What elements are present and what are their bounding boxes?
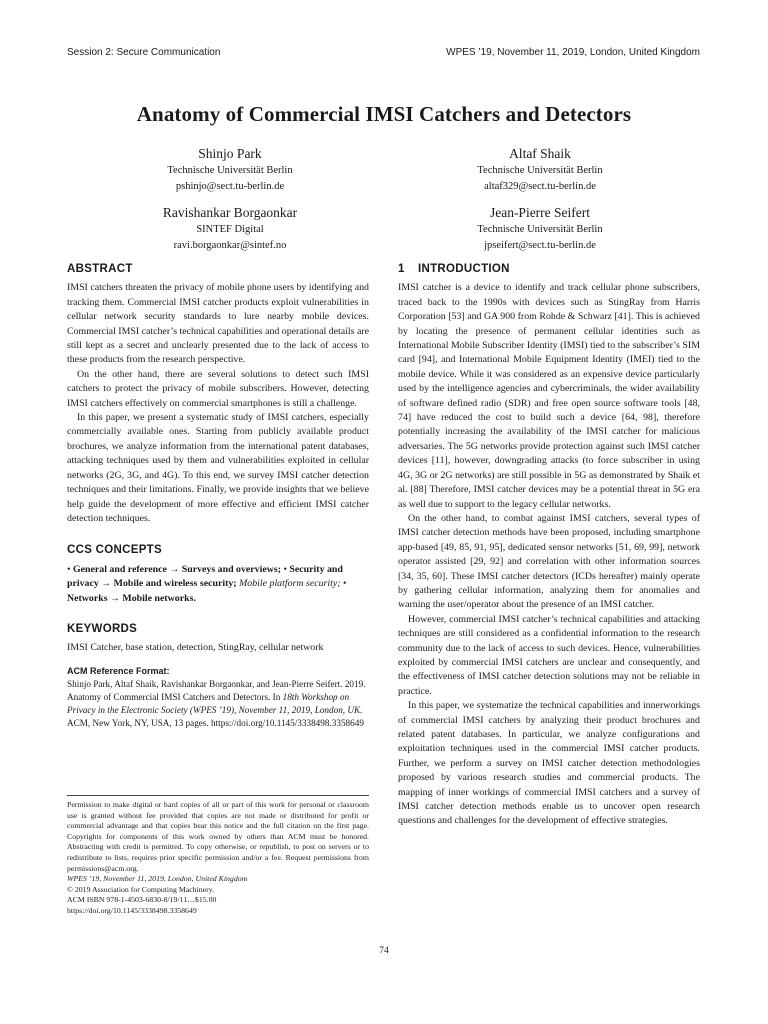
acm-reference-heading: ACM Reference Format: <box>67 665 170 676</box>
author-block <box>80 203 380 253</box>
reference-text: ACM, New York, NY, USA, 13 pages. https://doi.org/10.1145/3338498.3358649 <box>67 718 364 729</box>
author-affiliation: Technische Universität Berlin <box>477 165 603 176</box>
ccs-concepts: • General and reference → Surveys and overviews; • Security and privacy → Mobile and wireless security; Mobile platform security; • Networks → Mobile networks. <box>67 563 347 604</box>
running-header-left: Session 2: Secure Communication <box>67 47 221 58</box>
author-name: Jean-Pierre Seifert <box>489 205 591 220</box>
abstract-paragraph: In this paper, we present a systematic study of IMSI catchers, especially commercially available ones. Starting from publicly available product brochures, we analyze information from the international patent databases, attacking techniques used by them and vulnerabilities exploited in cellular networks (2G, 3G, and 4G). To this end, we survey IMSI catcher detection techniques and their limitations. Finally, we provide insights that we believe help guide the development of more effective and efficient IMSI catcher detection techniques. <box>67 412 369 524</box>
author-email: pshinjo@sect.tu-berlin.de <box>175 180 285 192</box>
abstract-paragraph: On the other hand, there are several solutions to detect such IMSI catchers to protect the privacy of mobile subscribers. However, detecting IMSI catchers effectively on commercial smartphones is still a challenge. <box>67 368 369 409</box>
introduction-heading <box>398 262 700 276</box>
reference-venue: 18th Workshop on Privacy in the Electronic Society (WPES ’19), November 11, 2019, London, UK. <box>67 692 363 716</box>
keywords-text: IMSI Catcher, base station, detection, StingRay, cellular network <box>67 642 324 654</box>
author-block <box>80 144 380 194</box>
intro-paragraph: On the other hand, to combat against IMSI catchers, several types of IMSI catcher detection methods have been proposed, including smartphone app-based [49, 85, 91, 95], dedicated sensor networks [51, 69, 99], network operator assisted [29, 92] and correlation with other information sources [34, 35, 60]. These IMSI catcher detectors (ICDs hereafter) mainly operate by gathering cellular information, analyzing them for anomalies and warning the user/operator about the presence of an IMSI catcher. <box>398 512 700 611</box>
permission-doi: https://doi.org/10.1145/3338498.3358649 <box>67 905 197 915</box>
footnote-rule <box>67 795 369 796</box>
permission-venue: WPES ’19, November 11, 2019, London, United Kingdom <box>67 874 248 884</box>
ccs-concept: Mobile platform security; <box>239 578 341 590</box>
ccs-concept: Networks → Mobile networks. <box>67 592 196 604</box>
author-affiliation: Technische Universität Berlin <box>167 165 293 176</box>
intro-paragraph: However, commercial IMSI catcher’s technical capabilities and attacking techniques are still considered as a confidential information to the research community due to the lack of access to such devices. Hence, vulnerabilities exploited by commercial IMSI catchers are unclear and consequently, and the effectiveness of IMSI catcher detection solutions may not be reliable in practice. <box>398 613 700 697</box>
ccs-heading: CCS CONCEPTS <box>67 544 162 557</box>
permission-copyright: © 2019 Association for Computing Machinery. <box>67 884 215 894</box>
author-block <box>390 203 690 253</box>
section-number: 1 <box>398 263 405 275</box>
keywords-heading: KEYWORDS <box>67 622 138 635</box>
ccs-concept: Security and privacy → Mobile and wireless security; <box>67 563 343 590</box>
page-number: 74 <box>379 946 389 956</box>
author-email: altaf329@sect.tu-berlin.de <box>484 180 596 192</box>
left-column <box>67 262 369 730</box>
abstract-heading: ABSTRACT <box>67 263 133 275</box>
reference-text: Shinjo Park, Altaf Shaik, Ravishankar Borgaonkar, and Jean-Pierre Seifert. 2019. Anatomy of Commercial IMSI Catchers and Detectors. In <box>67 679 366 703</box>
permission-text: Permission to make digital or hard copies of all or part of this work for personal or classroom use is granted without fee provided that copies are not made or distributed for profit or commercial advantage and that copies bear this notice and the full citation on the first page. Copyrights for components of this work owned by others than ACM must be honored. Abstracting with credit is permitted. To copy otherwise, or republish, to post on servers or to redistribute to lists, requires prior specific permission and/or a fee. Request permissions from permissions@acm.org. <box>67 800 369 873</box>
author-email: jpseifert@sect.tu-berlin.de <box>484 239 596 251</box>
author-email: ravi.borgaonkar@sintef.no <box>173 239 287 251</box>
intro-paragraph: In this paper, we systematize the technical capabilities and innerworkings of commercial IMSI catchers by analyzing their product brochures and related patent databases. In particular, we analyze configurations and exploitation techniques used in the commercial IMSI catcher products. Further, we perform a survey on IMSI catcher detection methodologies proposed by various research studies and commercial products. The mapping of inner workings of commercial IMSI catchers and a survey of IMSI catcher detection methods enable us to uncover open research questions and challenges for the development of effective strategies. <box>398 700 700 827</box>
abstract-paragraph: IMSI catchers threaten the privacy of mobile phone users by identifying and tracking them. Commercial IMSI catcher products exploit vulnerabilities in cellular network security standards to lure nearby mobile devices. Commercial IMSI catcher’s technical capabilities and operational details are still kept as a secret and unclearly presented due to the lack of access to these products from the research perspective. <box>67 282 369 366</box>
author-affiliation: SINTEF Digital <box>196 224 264 235</box>
running-header-right: WPES ’19, November 11, 2019, London, United Kingdom <box>446 47 700 58</box>
permission-notice <box>67 800 369 917</box>
right-column <box>398 262 700 829</box>
intro-paragraph: IMSI catcher is a device to identify and track cellular phone subscribers, traced back to the 1990s with devices such as StingRay from Harris Corporation [53] and GA 900 from Rohde & Schwarz [41]. This is achieved by locating the presence of permanent cellular identities such as International Mobile Subscriber Identity (IMSI) tied to the subscriber’s SIM card [94], and International Mobile Equipment Identity (IMEI) tied to the mobile device. While it was considered as an expensive device particularly used by the intelligence agencies and cybercriminals, the wider availability of software defined radio (SDR) and free open source software tools [48, 74] have reduced the cost to build such a device [64, 98], therefore potentially increasing the availability of the IMSI catcher for malicious adversaries. The 5G networks provide protection against such IMSI catcher devices [11], however, downgrading attacks (to force subscriber in using 4G, 3G or 2G networks) are still possible in 5G as demonstrated by Shaik et al. [88] Therefore, IMSI catcher devices may be a potential threat in 5G era as well due to support to the legacy cellular networks. <box>398 282 700 510</box>
acm-reference <box>67 678 369 730</box>
author-name: Altaf Shaik <box>509 146 571 161</box>
author-affiliation: Technische Universität Berlin <box>477 224 603 235</box>
paper-title: Anatomy of Commercial IMSI Catchers and Detectors <box>136 102 632 126</box>
ccs-concept: General and reference → Surveys and overviews; <box>72 563 282 575</box>
author-block <box>390 144 690 194</box>
permission-isbn: ACM ISBN 978-1-4503-6830-8/19/11…$15.00 <box>67 895 217 905</box>
author-name: Ravishankar Borgaonkar <box>162 205 298 220</box>
author-name: Shinjo Park <box>198 146 262 161</box>
section-title: INTRODUCTION <box>418 263 510 275</box>
